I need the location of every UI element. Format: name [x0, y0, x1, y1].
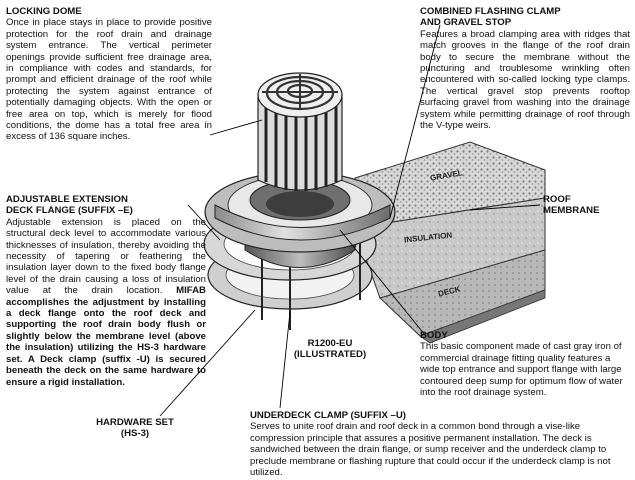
underdeck-body: Serves to unite roof drain and roof deck in a common bond through a vise-like compression principle that assures a positive permanent installation. The deck is sandwiched between the drain flange, or sump receiver and the underdeck clamp to preclude membrane or flashing rupture that could occur if the underdeck clamp is not utilized. [250, 421, 611, 479]
flashing-clamp-heading-2: AND GRAVEL STOP [420, 17, 512, 29]
extension-heading-2: DECK FLANGE (SUFFIX –E) [6, 205, 133, 217]
locking-dome [258, 73, 342, 191]
flashing-clamp-heading-1: COMBINED FLASHING CLAMP [420, 6, 561, 17]
body-heading: BODY [420, 330, 448, 341]
roof-membrane-label [543, 194, 631, 217]
locking-dome-body: Once in place stays in place to provide positive protection for the roof drain and drainage system entrance. The vertical perimeter openings provide sufficient free drainage area, in compliance with codes and standards, for prompt and efficient drainage of the roof while protecting the system against entrance of potentially damaging objects. With the open or free area on top, which is merely for flood conditions, the dome has a total free area in excess of 136 square inches. [6, 17, 212, 143]
hardware-label [85, 417, 185, 440]
model-label [290, 338, 370, 361]
underdeck-text [250, 410, 630, 478]
model-line-1: R1200-EU [307, 338, 353, 349]
roof-membrane-line-1: ROOF [543, 194, 571, 205]
extension-body: Adjustable extension is placed on the structural deck level to accommodate various thicknesses of insulation, thereby avoiding the necessity of tapering or feathering the insulation layer down to the fixed body flange level of the drain causing a loss of insulation value at the drain location. [6, 216, 206, 297]
extension-heading-1: ADJUSTABLE EXTENSION [6, 194, 128, 205]
extension-body-bold: MIFAB accomplishes the adjustment by installing a deck flange onto the roof deck and supporting the roof drain body flush or slightly below the membrane level (above the insulation) utilizing the HS-3 hardware set. A Deck clamp (suffix -U) is secured beneath the deck on the same hardware to ensure a rigid installation. [6, 285, 206, 388]
gravel-label: GRAVEL [429, 168, 464, 183]
locking-dome-heading: LOCKING DOME [6, 6, 82, 17]
locking-dome-text [6, 6, 212, 143]
deck-label: DECK [437, 284, 462, 299]
flashing-clamp-body: Features a broad clamping area with ridges that match grooves in the flange of the roof drain body to secure the membrane without the puncturing and troublesome wrinkling often encountered with so-called locking type clamps. The vertical gravel stop prevents rooftop surfacing gravel from washing into the drainage system while permitting drainage of roof through the V-type weirs. [420, 28, 630, 132]
flashing-clamp-text [420, 6, 630, 131]
underdeck-heading: UNDERDECK CLAMP (SUFFIX –U) [250, 410, 406, 421]
body-text [420, 330, 632, 398]
insulation-label: INSULATION [403, 230, 453, 245]
hardware-line-1: HARDWARE SET [96, 417, 174, 428]
model-line-2: (ILLUSTRATED) [293, 349, 367, 361]
hardware-line-2: (HS-3) [120, 428, 150, 440]
roof-membrane-line-2: MEMBRANE [543, 205, 600, 217]
body-body: This basic component made of cast gray iron of commercial drainage fitting quality features a wide top entrance and support flange with large contoured deep sump for optimum flow of water into the roof drainage system. [420, 341, 623, 399]
extension-text [6, 194, 206, 388]
